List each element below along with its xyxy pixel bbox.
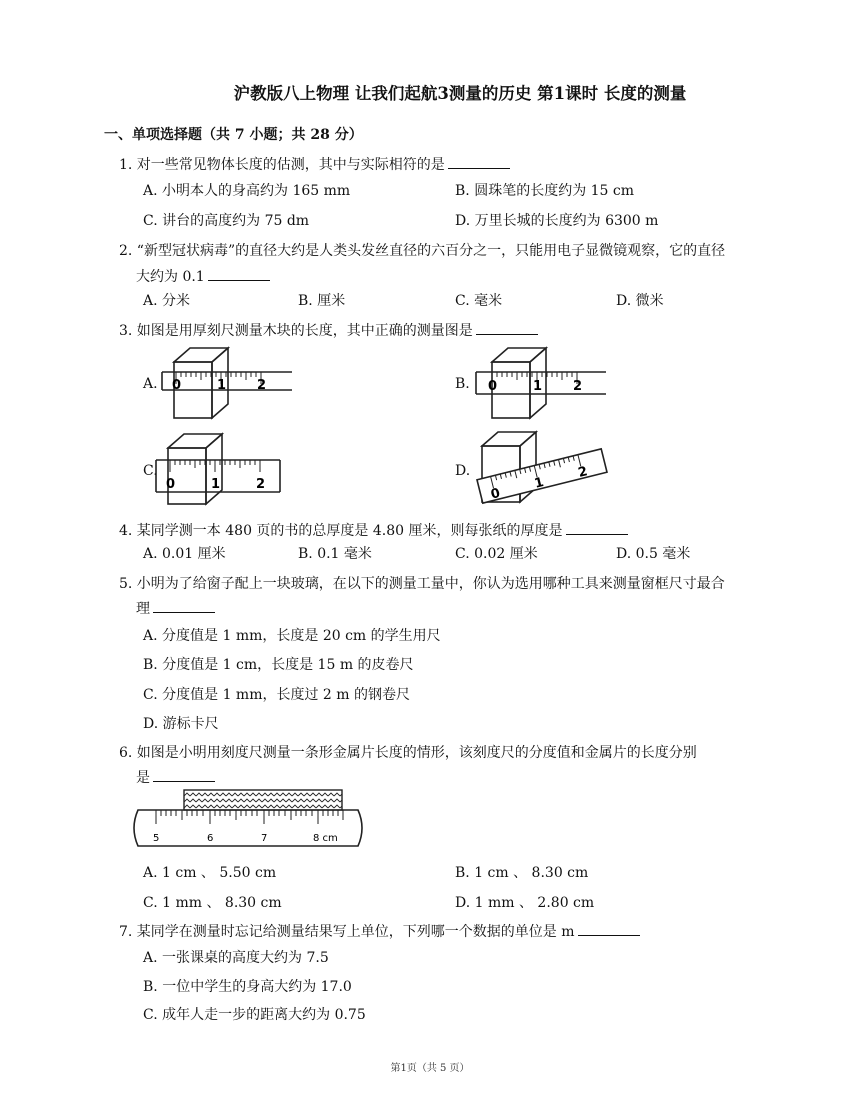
tick-label-1: 1	[533, 475, 546, 492]
q5-option-c: C. 分度值是 1 mm，长度过 2 m 的钢卷尺	[143, 687, 411, 703]
question-5-cont	[136, 598, 215, 618]
question-5-stem2: 理	[136, 601, 150, 617]
tick-label-7: 7	[261, 833, 268, 844]
figure-c-ruler-measure	[152, 428, 288, 508]
tick-label-2: 2	[573, 379, 583, 394]
tick-label-1: 1	[217, 378, 227, 393]
question-3-stem: 3. 如图是用厚刻尺测量木块的长度，其中正确的测量图是	[119, 323, 473, 339]
question-7	[119, 921, 640, 941]
question-7-stem: 7. 某同学在测量时忘记给测量结果写上单位，下列哪一个数据的单位是 m	[119, 924, 575, 940]
q1-option-c: C. 讲台的高度约为 75 dm	[143, 213, 310, 229]
figure-a-ruler-measure	[158, 344, 294, 422]
q6-option-d: D. 1 mm 、 2.80 cm	[455, 895, 595, 911]
page-footer: 第1页（共 5 页）	[390, 1063, 470, 1074]
question-4-stem: 4. 某同学测一本 480 页的书的总厚度是 4.80 厘米，则每张纸的厚度是	[119, 523, 563, 539]
q3-option-a: A.	[143, 376, 158, 392]
answer-blank	[153, 611, 215, 613]
q2-option-b: B. 厘米	[298, 293, 346, 309]
tick-label-6: 6	[207, 833, 214, 844]
answer-blank	[448, 167, 510, 169]
q7-option-b: B. 一位中学生的身高大约为 17.0	[143, 979, 352, 995]
tick-label-0: 0	[172, 378, 182, 393]
tick-label-2: 2	[576, 464, 590, 481]
q3-option-d: D.	[455, 463, 471, 479]
question-3	[119, 320, 538, 340]
q6-option-c: C. 1 mm 、 8.30 cm	[143, 895, 282, 911]
tick-label-2: 2	[256, 477, 266, 492]
answer-blank	[208, 279, 270, 281]
q7-option-a: A. 一张课桌的高度大约为 7.5	[143, 950, 329, 966]
question-2-stem2: 大约为 0.1	[136, 269, 205, 285]
q4-option-c: C. 0.02 厘米	[455, 546, 538, 562]
q4-option-b: B. 0.1 毫米	[298, 546, 372, 562]
q6-option-b: B. 1 cm 、 8.30 cm	[455, 865, 589, 881]
tick-label-2: 2	[257, 378, 267, 393]
section-heading: 一、单项选择题（共 7 小题；共 28 分）	[104, 127, 363, 143]
tick-label-5: 5	[153, 833, 160, 844]
q1-option-a: A. 小明本人的身高约为 165 mm	[143, 183, 351, 199]
q6-option-a: A. 1 cm 、 5.50 cm	[143, 865, 277, 881]
figure-b-ruler-measure	[472, 344, 608, 422]
question-2: 2. “新型冠状病毒”的直径大约是人类头发丝直径的六百分之一，只能用电子显微镜观察，它的直径	[119, 243, 726, 259]
question-6-stem2: 是	[136, 770, 150, 786]
answer-blank	[153, 780, 215, 782]
q1-option-b: B. 圆珠笔的长度约为 15 cm	[455, 183, 635, 199]
q3-option-b: B.	[455, 376, 470, 392]
q7-option-c: C. 成年人走一步的距离大约为 0.75	[143, 1007, 366, 1023]
q5-option-b: B. 分度值是 1 cm，长度是 15 m 的皮卷尺	[143, 657, 414, 673]
tick-label-8cm: 8 cm	[313, 833, 338, 844]
tick-label-1: 1	[211, 477, 221, 492]
answer-blank	[476, 333, 538, 335]
figure-d-ruler-measure	[472, 426, 608, 510]
question-6-cont	[136, 767, 215, 787]
q4-option-d: D. 0.5 毫米	[616, 546, 691, 562]
question-6: 6. 如图是小明用刻度尺测量一条形金属片长度的情形，该刻度尺的分度值和金属片的长度分别	[119, 745, 697, 761]
q3-option-c: C.	[143, 463, 158, 479]
question-5: 5. 小明为了给窗子配上一块玻璃，在以下的测量工量中，你认为选用哪种工具来测量窗框尺寸最合	[119, 576, 725, 592]
q1-option-d: D. 万里长城的长度约为 6300 m	[455, 213, 659, 229]
figure-ruler-metal-strip	[130, 786, 366, 854]
question-2-cont	[136, 266, 270, 286]
page-title: 沪教版八上物理 让我们起航3测量的历史 第1课时 长度的测量	[233, 84, 687, 103]
answer-blank	[566, 533, 628, 535]
tick-label-1: 1	[533, 379, 543, 394]
tick-label-0: 0	[166, 477, 176, 492]
q2-option-c: C. 毫米	[455, 293, 503, 309]
answer-blank	[578, 934, 640, 936]
tick-label-0: 0	[488, 379, 498, 394]
q5-option-a: A. 分度值是 1 mm，长度是 20 cm 的学生用尺	[143, 628, 441, 644]
question-4	[119, 520, 628, 540]
question-1-stem: 1. 对一些常见物体长度的估测，其中与实际相符的是	[119, 157, 445, 173]
question-1	[119, 154, 510, 174]
q2-option-a: A. 分米	[143, 293, 191, 309]
q4-option-a: A. 0.01 厘米	[143, 546, 226, 562]
q5-option-d: D. 游标卡尺	[143, 716, 219, 732]
q2-option-d: D. 微米	[616, 293, 664, 309]
tick-label-0: 0	[489, 485, 502, 503]
